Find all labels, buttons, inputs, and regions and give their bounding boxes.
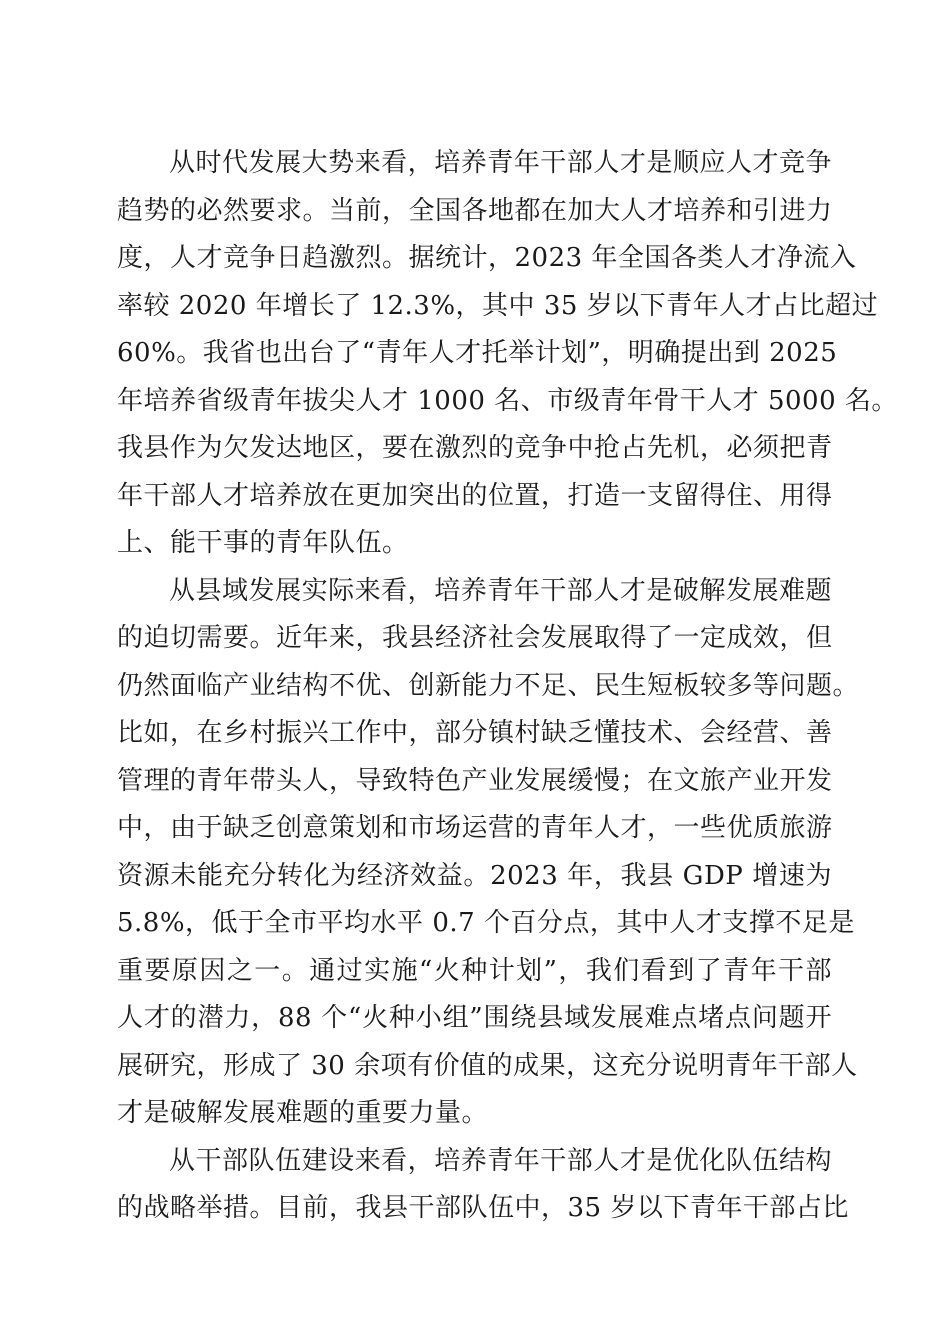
paragraph-line: 从干部队伍建设来看，培养青年干部人才是优化队伍结构 (169, 1145, 832, 1176)
paragraph-line: 我县作为欠发达地区，要在激烈的竞争中抢占先机，必须把青 (117, 433, 833, 463)
paragraph-1 (117, 140, 898, 568)
paragraph-2 (117, 568, 860, 1138)
paragraph-line: 资源未能充分转化为经济效益。2023 年，我县 GDP 增速为 (117, 860, 832, 891)
paragraph-line: 趋势的必然要求。当前，全国各地都在加大人才培养和引进力 (117, 195, 833, 226)
paragraph-line: 中，由于缺乏创意策划和市场运营的青年人才，一些优质旅游 (117, 813, 833, 843)
paragraph-line: 仍然面临产业结构不优、创新能力不足、民生短板较多等问题。 (117, 670, 860, 701)
paragraph-line: 从时代发展大势来看，培养青年干部人才是顺应人才竞争 (169, 148, 832, 178)
paragraph-line: 重要原因之一。通过实施“火种计划”，我们看到了青年干部 (117, 955, 832, 986)
paragraph-line: 率较 2020 年增长了 12.3%，其中 35 岁以下青年人才占比超过 (117, 290, 879, 321)
paragraph-line: 年培养省级青年拔尖人才 1000 名、市级青年骨干人才 5000 名。 (117, 385, 898, 416)
paragraph-line: 从县域发展实际来看，培养青年干部人才是破解发展难题 (169, 575, 832, 606)
paragraph-line: 的战略举措。目前，我县干部队伍中，35 岁以下青年干部占比 (117, 1193, 849, 1223)
paragraph-line: 比如，在乡村振兴工作中，部分镇村缺乏懂技术、会经营、善 (117, 718, 833, 748)
paragraph-3 (117, 1138, 849, 1233)
paragraph-line: 5.8%，低于全市平均水平 0.7 个百分点，其中人才支撑不足是 (117, 908, 855, 938)
paragraph-line: 人才的潜力，88 个“火种小组”围绕县域发展难点堵点问题开 (117, 1003, 832, 1033)
paragraph-line: 的迫切需要。近年来，我县经济社会发展取得了一定成效，但 (117, 623, 833, 653)
paragraph-line: 上、能干事的青年队伍。 (117, 528, 409, 558)
paragraph-line: 才是破解发展难题的重要力量。 (117, 1098, 489, 1128)
paragraph-line: 年干部人才培养放在更加突出的位置，打造一支留得住、用得 (117, 480, 833, 511)
paragraph-line: 展研究，形成了 30 余项有价值的成果，这充分说明青年干部人 (117, 1050, 858, 1081)
paragraph-line: 60%。我省也出台了“青年人才托举计划”，明确提出到 2025 (117, 338, 838, 368)
paragraph-line: 管理的青年带头人，导致特色产业发展缓慢；在文旅产业开发 (117, 765, 833, 796)
document-body (117, 140, 898, 1233)
paragraph-line: 度，人才竞争日趋激烈。据统计，2023 年全国各类人才净流入 (117, 243, 857, 273)
